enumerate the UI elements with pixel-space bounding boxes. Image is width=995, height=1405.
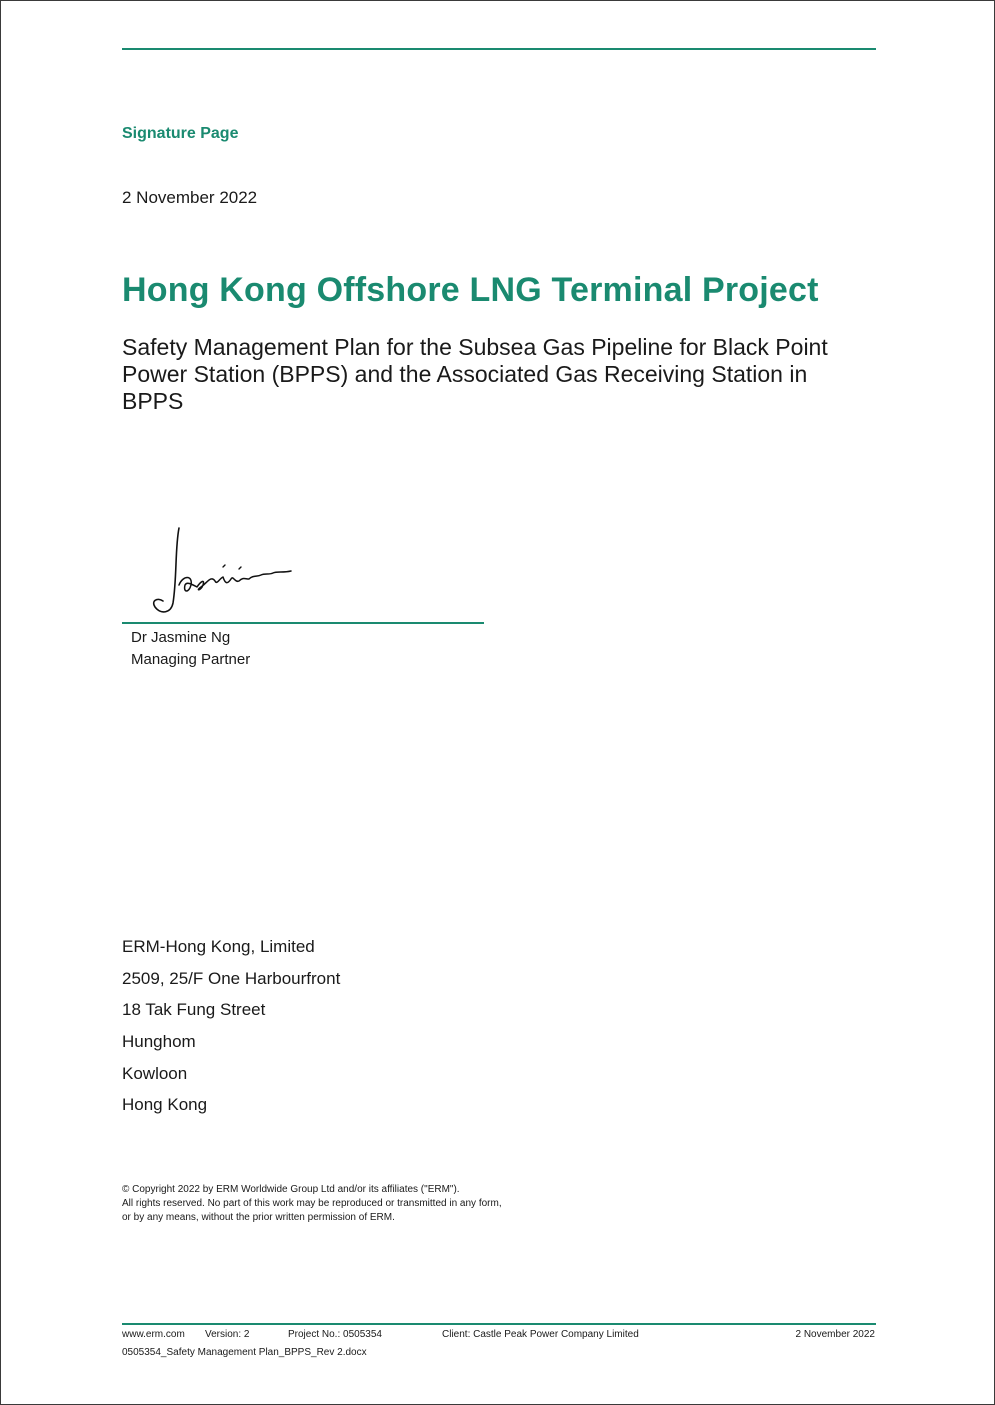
document-date: 2 November 2022 [122,188,258,207]
section-label: Signature Page [122,125,239,142]
copyright-line: All rights reserved. No part of this work may be reproduced or transmitted in any form, [122,1198,502,1209]
signature-line [122,622,484,624]
copyright-line: or by any means, without the prior written permission of ERM. [122,1212,395,1223]
copyright-notice [122,1183,502,1225]
company-address [122,936,340,1126]
address-line: Hunghom [122,1032,196,1052]
copyright-line: © Copyright 2022 by ERM Worldwide Group Ltd and/or its affiliates ("ERM"). [122,1184,460,1195]
signatory-name: Dr Jasmine Ng [131,629,231,646]
footer-rule [122,1323,876,1325]
footer-website: www.erm.com [122,1329,185,1340]
footer-date: 2 November 2022 [795,1329,875,1340]
header-rule [122,48,876,50]
signatory-role: Managing Partner [131,651,251,668]
footer-client: Client: Castle Peak Power Company Limited [442,1329,639,1340]
address-line: Hong Kong [122,1095,208,1115]
footer-filename: 0505354_Safety Management Plan_BPPS_Rev 2.docx [122,1347,367,1358]
address-line: ERM-Hong Kong, Limited [122,937,315,956]
signature-image [149,523,309,619]
address-line: Kowloon [122,1063,188,1083]
page-subtitle: Safety Management Plan for the Subsea Gas Pipeline for Black Point Power Station (BPPS) and the Associated Gas Receiving Station in BPPS [122,334,828,414]
address-line: 18 Tak Fung Street [122,1000,266,1020]
footer-project: Project No.: 0505354 [288,1329,382,1340]
address-line: 2509, 25/F One Harbourfront [122,968,341,988]
page-title: Hong Kong Offshore LNG Terminal Project [122,271,819,309]
footer-version: Version: 2 [205,1329,250,1340]
